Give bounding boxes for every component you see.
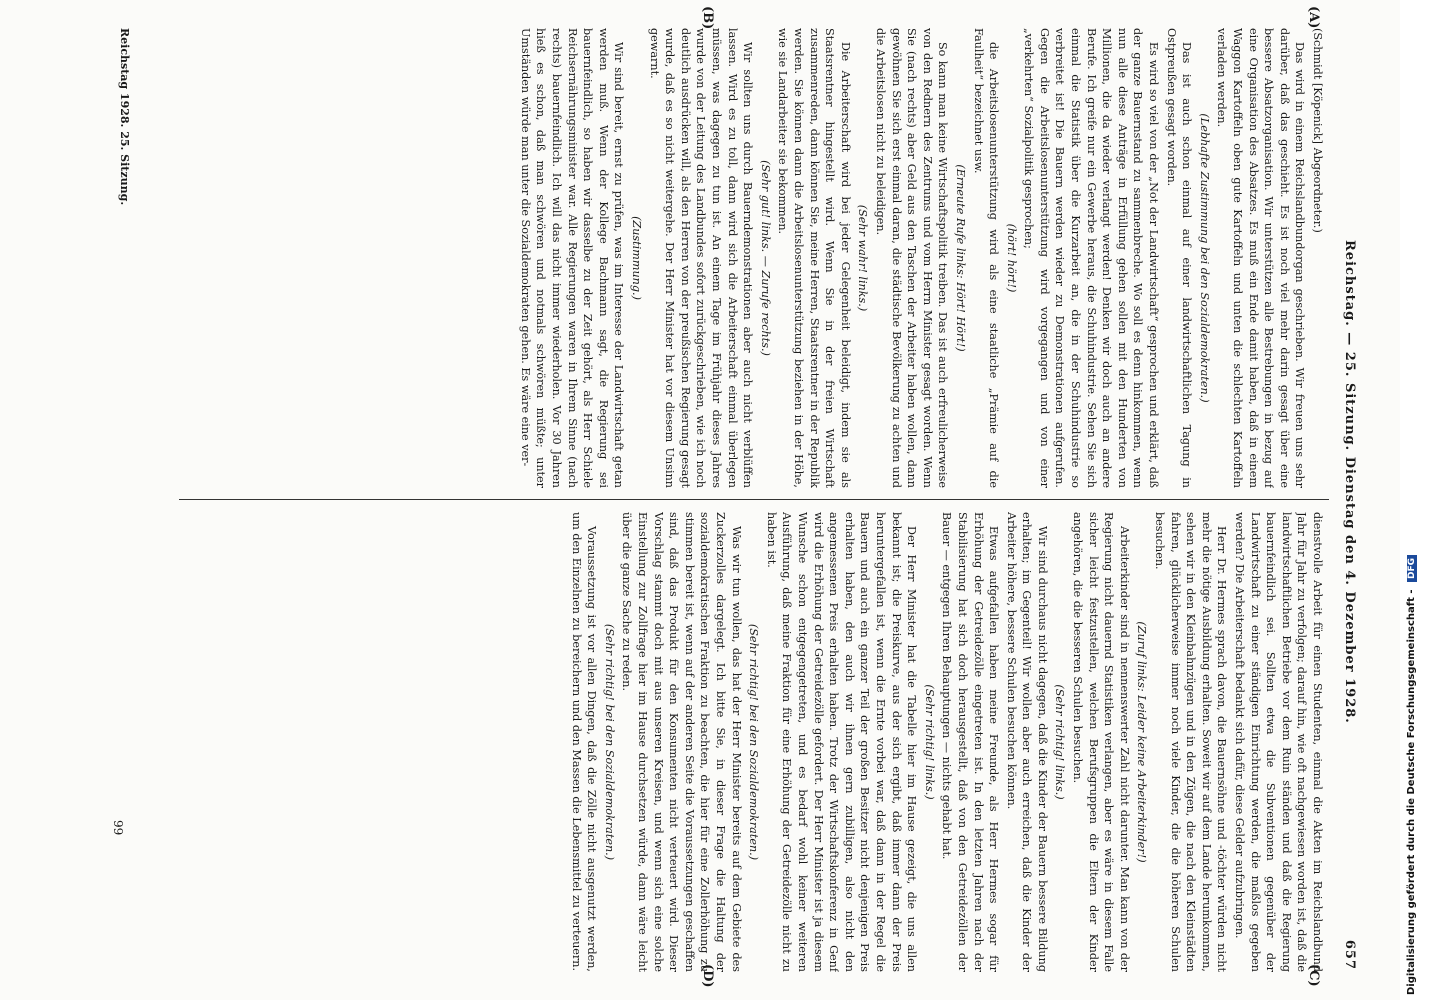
paragraph: Es wird so viel von der „Not der Landwirtschaft“ gesprochen und erklärt, daß der ganze Bauernstand zu sammenbreche. Wo soll es denn hinkommen, wenn nun alle diese Anträge in Erfüllung gehen sollen mit den Hunderten von Millionen, die da wieder verlangt werden! Denken wir doch auch an andere Berufe. Ich greife nur ein Gewerbe heraus, die Schuhindustrie. Sehen Sie sich einmal die Statistik über die Kurzarbeit an, die in der Schuhindustrie so verbreitet ist! Die Bauern werden wieder zu Demonstrationen aufgerufen. Gegen die Arbeitslosenunterstützung wird vorgegangen und von einer „verkehrten“ Sozialpolitik gesprochen; (1022, 28, 1161, 488)
interjection: (Lebhafte Zustimmung bei den Sozialdemokraten.) (1197, 113, 1211, 403)
dfg-notice-text: Digitalisierung gefördert durch die Deutsche Forschungsgemeinschaft - (1406, 589, 1417, 995)
interjection: (Sehr richtig! links.) (1053, 684, 1067, 800)
paragraph: die Arbeitslosenunterstützung wird als eine staatliche „Prämie auf die Faulheit“ bezeichnet usw. (971, 28, 1001, 488)
header-title: Reichstag. — 25. Sitzung. Dienstag den 4. Dezember 1928. (1342, 240, 1357, 724)
interjection: (Sehr richtig! bei den Sozialdemokraten.) (747, 623, 761, 861)
speaker-label: (Schmidt [Köpenick] Abgeordneter.) (1311, 28, 1324, 233)
interjection: (Sehr richtig! bei den Sozialdemokraten.) (602, 623, 616, 861)
left-column (55, 28, 1325, 488)
paragraph: Wir sollten uns durch Bauerndemonstrationen aber auch nicht verblüffen lassen. Wird es zu toll, dann wird sich die Arbeiterschaft einmal überlegen müssen, was dagegen zu tun ist. An einem Tage im Frühjahr dieses Jahres wurde von der Leitung des Landbundes sofort zurückgeschrieben, wie ich noch deutlich ausdrücken will, als den Herren von der preußischen Regierung gesagt wurde, daß es so nicht weitergehe. Der Herr Minister hat vor diesem Unsinn gewarnt. (647, 28, 755, 488)
column-divider (179, 499, 1329, 500)
paragraph: Voraussetzung ist vor allen Dingen, daß die Zölle nicht ausgenutzt werden, um den Einzelnen zu bereichern und den Massen die Lebensmittel zu verteuern. (569, 512, 599, 972)
paragraph: Das ist auch schon einmal auf einer landwirtschaftlichen Tagung in Ostpreußen gesagt worden. (1164, 28, 1194, 488)
paragraph: Was wir tun wollen, das hat der Herr Minister bereits auf dem Gebiete des Zuckerzolles dargelegt. Ich bitte Sie, in dieser Frage die Haltung der sozialdemokratischen Fraktion zu beachten, die hier für eine Zollerhöhung zu stimmen bereit ist, wenn auf der anderen Seite die Voraussetzungen geschaffen sind, daß das Produkt für den Konsumenten nicht verteuert wird. Dieser Vorschlag stammt doch mit aus unseren Kreisen, und wenn sich eine solche Einstellung zur Zollfrage hier im Hause durchsetzen würde, dann wäre leicht über die ganze Sache zu reden. (620, 512, 743, 972)
interjection: (hört! hört!) (1004, 223, 1018, 293)
paragraph: Herr Dr. Hermes sprach davon, die Bauernsöhne und -töchter würden nicht mehr die nötige Ausbildung erhalten. Soweit wir auf dem Lande herumkommen, sehen wir in den Kleinbahnzügen und in den Zügen, die nach den Kleinstädten fahren, glücklicherweise immer noch viele Kinder, die die höheren Schulen besuchen. (1153, 512, 1229, 972)
interjection: (Erneute Rufe links: Hört! Hört!) (953, 164, 967, 352)
paragraph: Das wird in einem Reichslandbundorgan geschrieben. Wir freuen uns sehr darüber, daß das geschieht. Es ist noch viel mehr darin gesagt über eine bessere Absatzorganisation. Wir unterstützen alle Bestrebungen in bezug auf eine Organisation des Absatzes. Es muß ein Ende damit haben, daß in einem Waggon Kartoffeln oben gute Kartoffeln und unten die schlechten Kartoffeln verladen werden. (1215, 28, 1307, 488)
paragraph: So kann man keine Wirtschaftspolitik treiben. Das ist auch erfreulicherweise von den Rednern des Zentrums und vom Herrn Minister gesagt worden. Wenn Sie (nach rechts) aber Geld aus den Taschen der Arbeiter haben wollen, dann gewöhnen Sie sich erst einmal daran, die städtische Bevölkerung zu achten und die Arbeitslosen nicht zu beleidigen. (873, 28, 950, 488)
interjection: (Sehr richtig! links.) (922, 684, 936, 800)
dfg-logo: DFG (1407, 555, 1417, 582)
right-column (55, 512, 1325, 972)
interjection: (Zuruf links: Leider keine Arbeiterkinder!) (1135, 621, 1149, 863)
margin-mark-a: (A) (1306, 6, 1321, 29)
margin-mark-d: (D) (700, 964, 715, 988)
interjection: (Sehr wahr! links.) (856, 204, 870, 312)
paragraph: Der Herr Minister hat die Tabelle hier im Hause gezeigt, die uns allen bekannt ist; die Preiskurve, aus der sich ergibt, daß immer dann der Preis heruntergefallen ist, wenn die Ernte vorbei war, daß dann in der Regel die Bauern und auch ein ganzer Teil der großen Besitzer nicht denjenigen Preis erhalten haben, den auch wir ihnen gern zubilligen, also nicht den angemessenen Preis erhalten haben. Trotz der Wirtschaftskonferenz in Genf wird die Erhöhung der Getreidezölle gefordert. Der Herr Minister ist ja diesem Wunsche schon entgegengetreten, und es bedarf wohl keiner weiteren Ausführung, daß meine Fraktion für eine Erhöhung der Getreidezölle nicht zu haben ist. (764, 512, 919, 972)
paragraph: dienstvolle Arbeit für einen Studenten, einmal die Akten im Reichslandbund Jahr für Jahr zu verfolgen; darauf hin, wie oft nachgewiesen worden ist, daß die landwirtschaftlichen Betriebe vor dem Ruin ständen und daß die Regierung bauernfeindlich sei. Sollten etwa die Subventionen gegenüber der Landwirtschaft zu einer ständigen Einrichtung werden, die maßlos gegeben werden? Die Arbeiterschaft bedankt sich dafür, diese Gelder aufzubringen. (1233, 512, 1324, 972)
page-footer: Reichstag 1928. 25. Sitzung. (118, 28, 131, 206)
page-number: 657 (1342, 939, 1357, 970)
dfg-notice (1406, 555, 1417, 995)
folio-number: 99 (111, 820, 125, 836)
paragraph: Die Arbeiterschaft wird bei jeder Gelegenheit beleidigt, indem sie als Staatsrentner hingestellt wird. Wenn Sie in der freien Wirtschaft zusammenreden, dann können Sie, meine Herren, Staatsrentner in der Republik werden. Sie können dann die Arbeitslosenunterstützung beziehen in der Höhe, wie sie Landarbeiter sie bekommen. (776, 28, 852, 488)
paragraph: Wir sind bereit, ernst zu prüfen, was im Interesse der Landwirtschaft getan werden muß. Wenn der Kollege Bachmann sagt, die Regierung sei bauernfeindlich, so haben wir dasselbe zu der Zeit gehört, als Herr Schiele Reichsernährungsminister war. Alle Regierungen waren in Ihrem Sinne (nach rechts) bauernfeindlich. Ich will das nicht immer wiederholen. Vor 30 Jahren hieß es schon, daß man schwören und notmals schwören müßte; unter Umständen würde man unter die Sozialdemokraten gehen. Es wäre eine ver- (518, 28, 626, 488)
margin-mark-c: (C) (1306, 964, 1321, 987)
paragraph: Arbeiterkinder sind in nennenswerter Zahl nicht darunter. Man kann von der Regierung nicht dauernd Statistiken verlangen, aber es wäre in diesem Falle sicher leicht festzustellen, welchen Berufsgruppen die Eltern der Kinder angehören, die die besseren Schulen besuchen. (1071, 512, 1131, 972)
page-header (1335, 20, 1357, 980)
rotated-page-content (35, 6, 1365, 988)
interjection: (Zustimmung.) (630, 216, 644, 300)
interjection: (Sehr gut! links. — Zurufe rechts.) (758, 160, 772, 356)
paragraph: Etwas aufgefallen haben meine Freunde, als Herr Hermes sogar für Erhöhung der Getreidezölle eingetreten ist. In den letzten Jahren nach der Stabilisierung hat sich doch herausgestellt, daß von den Getreidezöllen der Bauer — entgegen Ihren Behauptungen — nichts gehabt hat. (940, 512, 1001, 972)
margin-mark-b: (B) (700, 6, 715, 30)
paragraph: Wir sind durchaus nicht dagegen, daß die Kinder der Bauern bessere Bildung erhalten; im Gegenteil! Wir wollen aber auch erreichen, daß die Kinder der Arbeiter höhere, bessere Schulen besuchen können. (1004, 512, 1049, 972)
